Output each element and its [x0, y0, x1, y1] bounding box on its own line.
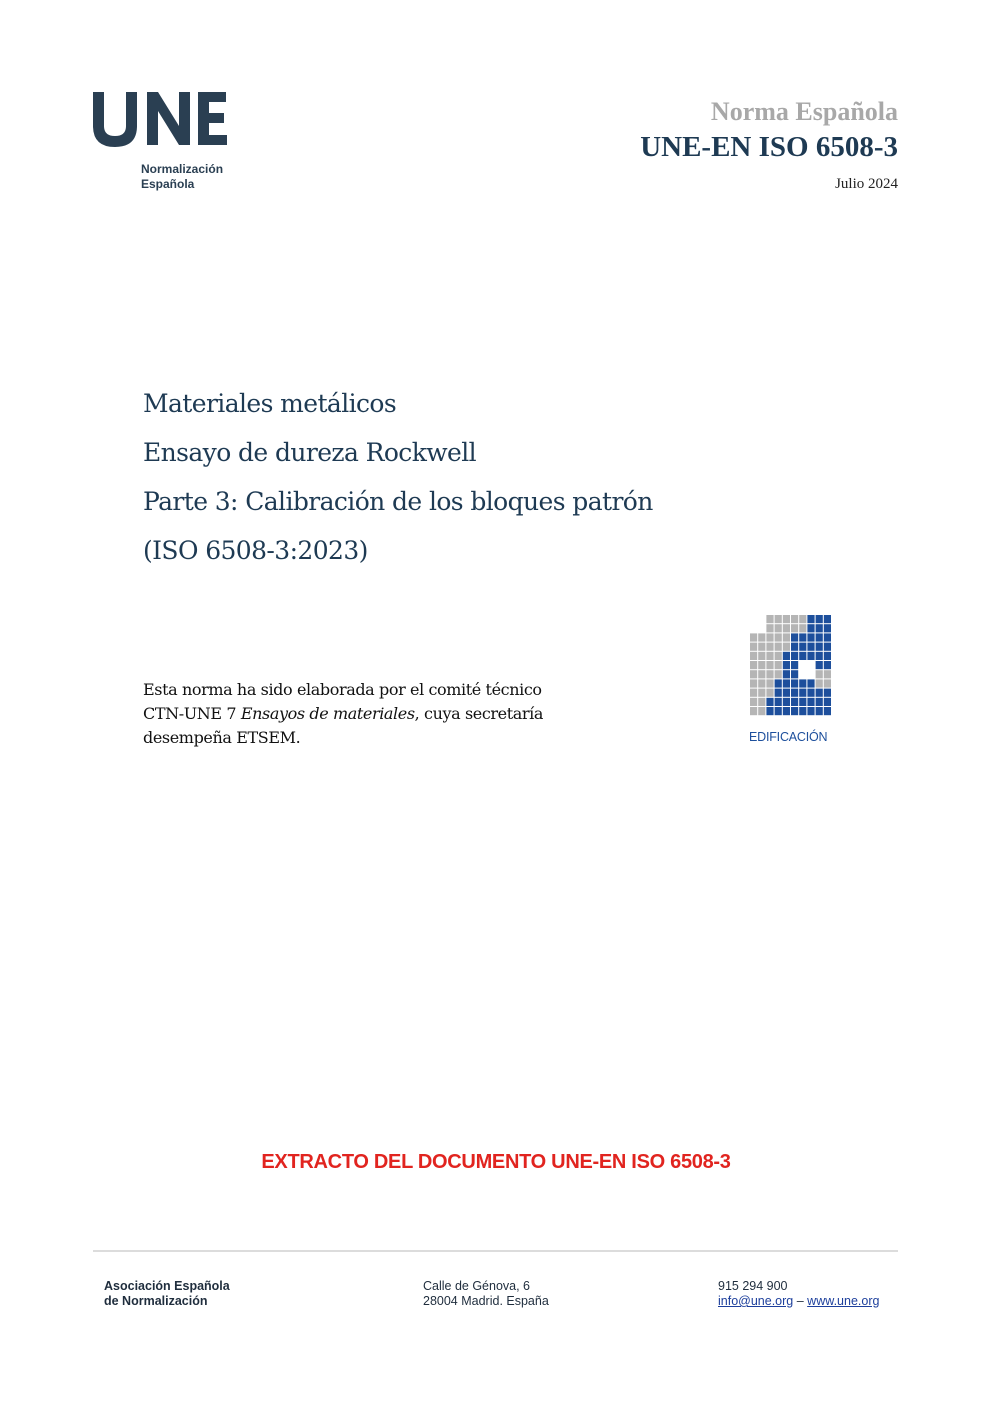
- building-tile: [775, 698, 782, 706]
- une-wordmark-logo: [93, 90, 233, 148]
- building-tile: [807, 670, 814, 678]
- building-tile: [816, 707, 823, 715]
- building-tile: [791, 679, 798, 687]
- building-tile: [791, 624, 798, 632]
- building-tile: [816, 698, 823, 706]
- document-header: [640, 97, 898, 194]
- footer-organization: [104, 1279, 230, 1309]
- building-tile: [783, 679, 790, 687]
- building-tile: [750, 652, 757, 660]
- building-tile: [816, 679, 823, 687]
- publication-date: Julio 2024: [835, 176, 898, 192]
- building-tile: [758, 633, 765, 641]
- building-tile: [783, 652, 790, 660]
- building-tile: [766, 661, 773, 669]
- building-tile: [775, 643, 782, 651]
- building-tile: [799, 633, 806, 641]
- logo-subtitle-line2: Española: [141, 177, 195, 191]
- committee-suffix: , cuya secretaría: [414, 704, 543, 723]
- building-tile: [807, 633, 814, 641]
- building-tile: [816, 615, 823, 623]
- building-tile: [807, 679, 814, 687]
- footer-address: [423, 1279, 549, 1309]
- building-tile: [824, 707, 831, 715]
- title-line: (ISO 6508-3:2023): [143, 536, 368, 565]
- building-tile: [758, 707, 765, 715]
- building-tile: [791, 652, 798, 660]
- edificacion-logo: [747, 614, 837, 744]
- building-tile: [816, 661, 823, 669]
- building-tile: [799, 679, 806, 687]
- building-tile: [807, 661, 814, 669]
- building-tile: [783, 689, 790, 697]
- footer-org-line2: de Normalización: [104, 1294, 208, 1308]
- building-tile: [775, 707, 782, 715]
- footer-contact: [718, 1279, 879, 1309]
- building-tile: [783, 698, 790, 706]
- building-tile: [816, 643, 823, 651]
- building-tile: [816, 633, 823, 641]
- committee-line1: Esta norma ha sido elaborada por el comité técnico: [143, 680, 542, 699]
- building-tile: [807, 707, 814, 715]
- title-line: Materiales metálicos: [143, 389, 397, 418]
- footer-phone: 915 294 900: [718, 1279, 788, 1293]
- building-tile: [824, 652, 831, 660]
- document-titles: [143, 386, 653, 582]
- building-tile: [775, 615, 782, 623]
- building-tile: [807, 624, 814, 632]
- building-tile: [750, 670, 757, 678]
- footer-address-line1: Calle de Génova, 6: [423, 1279, 531, 1293]
- building-tile: [824, 643, 831, 651]
- logo-subtitle-line1: Normalización: [141, 162, 224, 176]
- building-tile: [766, 698, 773, 706]
- committee-line3: desempeña ETSEM.: [143, 728, 301, 747]
- building-tile: [799, 661, 806, 669]
- building-tile: [824, 670, 831, 678]
- committee-statement: [143, 678, 613, 750]
- building-tile: [816, 652, 823, 660]
- building-tile: [824, 679, 831, 687]
- building-tile: [750, 679, 757, 687]
- building-tile: [783, 633, 790, 641]
- edificacion-label: EDIFICACIÓN: [749, 730, 828, 744]
- building-tile: [824, 615, 831, 623]
- building-tile: [750, 643, 757, 651]
- building-tile: [824, 633, 831, 641]
- building-tile: [783, 670, 790, 678]
- edificacion-building-icon: [747, 614, 837, 718]
- building-tile: [791, 643, 798, 651]
- une-logo: [93, 90, 233, 191]
- building-tile: [791, 689, 798, 697]
- building-tile: [783, 624, 790, 632]
- building-tile: [758, 643, 765, 651]
- footer-org-line1: Asociación Española: [104, 1279, 230, 1293]
- building-tile: [824, 689, 831, 697]
- committee-prefix: CTN-UNE 7: [143, 704, 241, 723]
- building-tile: [758, 670, 765, 678]
- building-tile: [791, 698, 798, 706]
- building-tile: [783, 615, 790, 623]
- building-tile: [799, 615, 806, 623]
- building-tile: [807, 698, 814, 706]
- title-line: Parte 3: Calibración de los bloques patrón: [143, 487, 653, 516]
- building-tile: [791, 633, 798, 641]
- building-tile: [766, 689, 773, 697]
- norma-label: Norma Española: [710, 97, 898, 126]
- building-tile: [807, 689, 814, 697]
- building-tile: [758, 698, 765, 706]
- building-tile: [783, 661, 790, 669]
- building-tile: [807, 652, 814, 660]
- extract-notice: EXTRACTO DEL DOCUMENTO UNE-EN ISO 6508-3: [261, 1151, 731, 1173]
- building-tile: [758, 661, 765, 669]
- standard-code: UNE-EN ISO 6508-3: [640, 131, 898, 163]
- committee-line2: [143, 702, 613, 726]
- building-tile: [799, 652, 806, 660]
- building-tile: [766, 643, 773, 651]
- building-tile: [750, 707, 757, 715]
- building-tile: [775, 670, 782, 678]
- building-tile: [766, 652, 773, 660]
- building-tile: [816, 670, 823, 678]
- title-line: Ensayo de dureza Rockwell: [143, 438, 477, 467]
- building-tile: [816, 689, 823, 697]
- building-tile: [791, 615, 798, 623]
- building-tile: [799, 643, 806, 651]
- building-tile: [766, 707, 773, 715]
- footer-links: [718, 1294, 879, 1309]
- building-tile: [766, 679, 773, 687]
- building-tile: [791, 661, 798, 669]
- building-tile: [775, 679, 782, 687]
- building-tile: [750, 633, 757, 641]
- building-tile: [807, 643, 814, 651]
- building-tile: [758, 689, 765, 697]
- building-tile: [816, 624, 823, 632]
- building-tile: [799, 707, 806, 715]
- building-tile: [824, 698, 831, 706]
- building-tile: [775, 624, 782, 632]
- building-tile: [750, 698, 757, 706]
- logo-subtitle: [141, 162, 223, 192]
- website-link[interactable]: www.une.org: [807, 1294, 880, 1308]
- building-tile: [750, 689, 757, 697]
- building-tile: [766, 624, 773, 632]
- building-tile: [783, 707, 790, 715]
- footer-divider: [93, 1250, 898, 1252]
- building-tile: [783, 643, 790, 651]
- building-tile: [799, 670, 806, 678]
- footer-address-line2: 28004 Madrid. España: [423, 1294, 549, 1308]
- building-tile: [758, 652, 765, 660]
- building-tile: [799, 698, 806, 706]
- building-tile: [766, 615, 773, 623]
- building-tile: [750, 661, 757, 669]
- building-tile: [799, 689, 806, 697]
- building-tile: [791, 707, 798, 715]
- link-separator: –: [796, 1294, 804, 1308]
- building-tile: [824, 661, 831, 669]
- building-tile: [775, 633, 782, 641]
- building-tile: [791, 670, 798, 678]
- building-tile: [824, 624, 831, 632]
- building-tile: [807, 615, 814, 623]
- building-tile: [775, 689, 782, 697]
- building-tile: [758, 679, 765, 687]
- building-tile: [799, 624, 806, 632]
- building-tile: [766, 670, 773, 678]
- building-tile: [766, 633, 773, 641]
- committee-name: Ensayos de materiales: [240, 704, 415, 723]
- building-tile: [775, 661, 782, 669]
- email-link[interactable]: info@une.org: [718, 1294, 794, 1308]
- building-tile: [775, 652, 782, 660]
